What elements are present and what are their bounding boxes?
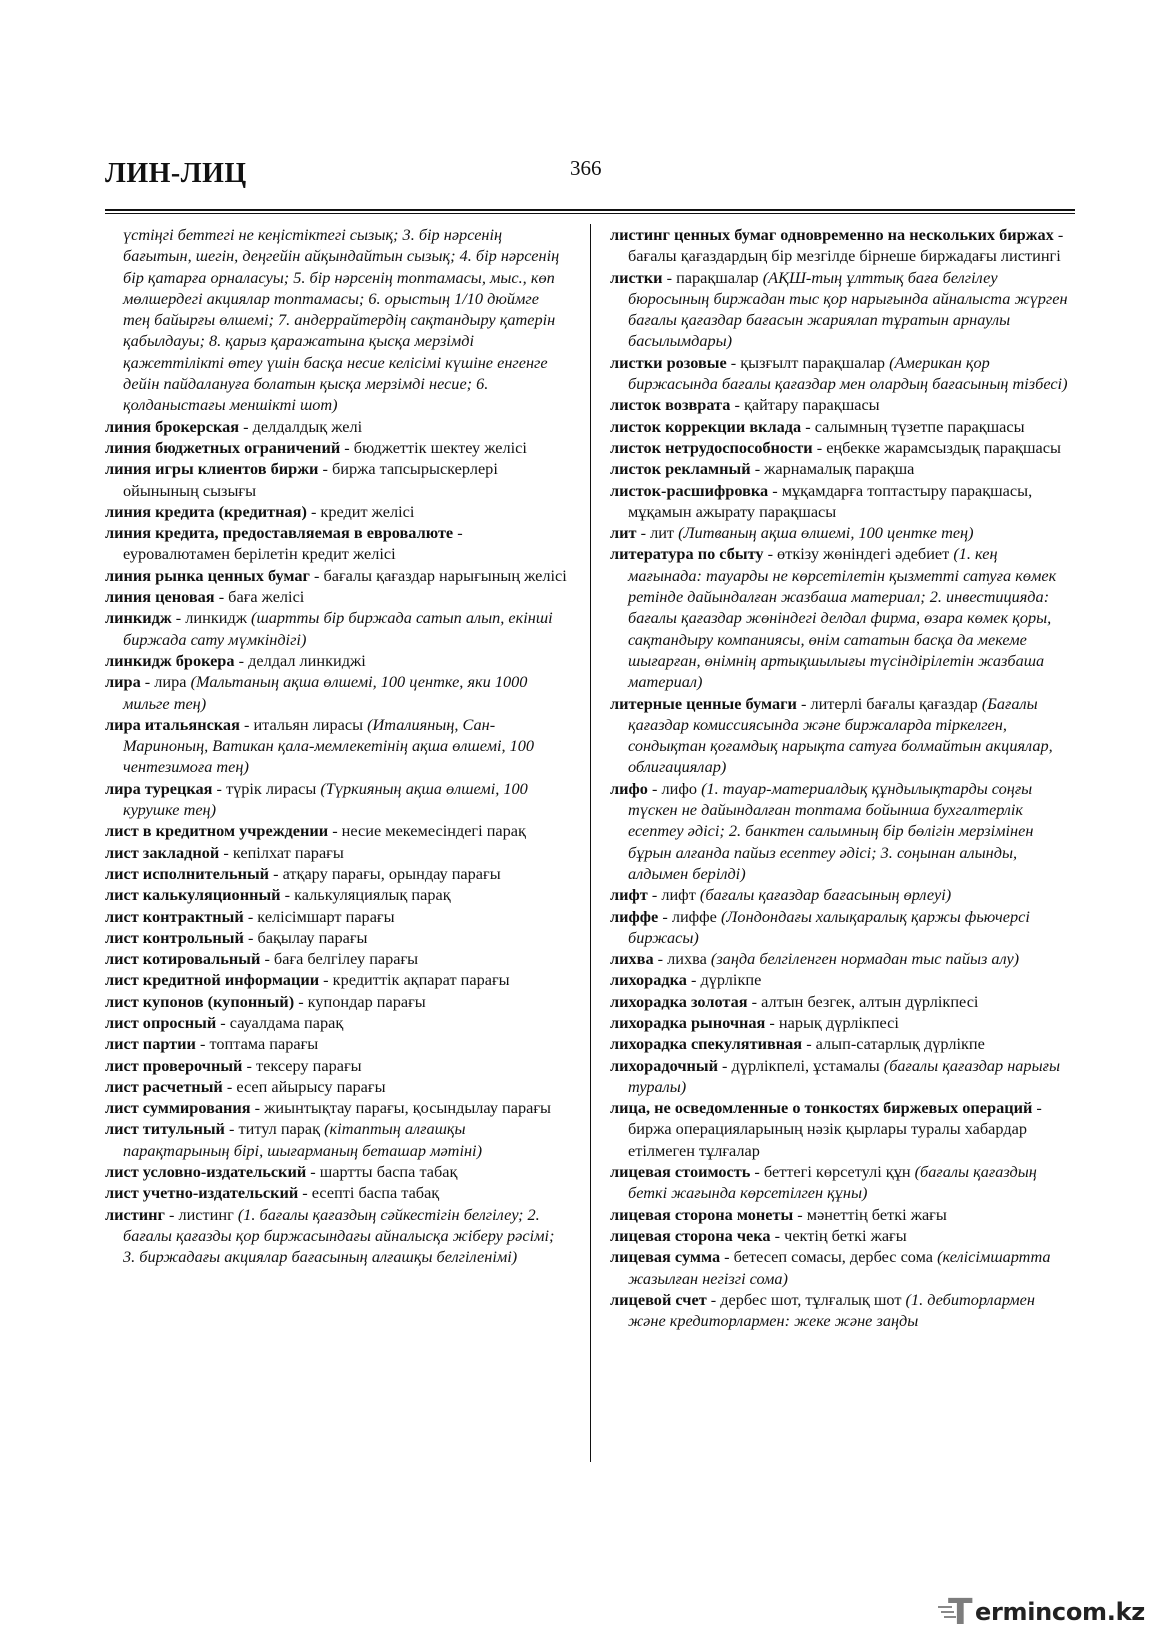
dictionary-entry: [105, 224, 567, 416]
entry-translation: - атқару парағы, орындау парағы: [269, 863, 501, 883]
dictionary-entry: [610, 543, 1072, 692]
entry-term: линия игры клиентов биржи: [105, 459, 319, 479]
entry-term: лист расчетный: [105, 1076, 223, 1096]
section-title: ЛИН-ЛИЦ: [105, 158, 247, 189]
dictionary-entry: [610, 1289, 1072, 1332]
entry-term: лира турецкая: [105, 778, 213, 798]
entry-term: лира: [105, 672, 141, 692]
dictionary-entry: [105, 863, 567, 884]
dictionary-entry: [610, 1012, 1072, 1033]
entry-translation: - биржа операцияларының нәзік қырлары туралы хабардар етілмеген тұлғалар: [628, 1098, 1042, 1160]
entry-translation: - жарнамалық парақша: [750, 459, 915, 479]
dictionary-entry: [610, 352, 1072, 395]
dictionary-entry: [105, 437, 567, 458]
dictionary-entry: [610, 884, 1072, 905]
dictionary-entry: [610, 394, 1072, 415]
entry-translation: - литерлі бағалы қағаздар: [796, 693, 982, 713]
dictionary-entry: [105, 820, 567, 841]
dictionary-entry: [105, 714, 567, 778]
entry-translation: - итальян лирасы: [239, 714, 368, 734]
entry-note: (бағалы қағаздың беткі жағында көрсетілген құны): [628, 1162, 1037, 1203]
dictionary-entry: [610, 969, 1072, 990]
entry-translation: - алып-сатарлық дүрлікпе: [802, 1034, 985, 1054]
dictionary-entry: [610, 1161, 1072, 1204]
entry-translation: - бақылау парағы: [243, 927, 368, 947]
entry-note: үстіңгі беттегі не кеңістіктегі сызық; 3. бір нәрсенің бағытын, шегін, деңгейін айқындайтын сызық; 4. бір нәрсенің бір қатарға орналасуы; 5. бір нәрсенің топтамасы, мыс., көп мөлшердегі акциялар топтамасы; 6. орыстың 1/10 дюймге тең байырғы өлшемі; 7. андеррайтердің сақтандыру қатерін қабылдауы; 8. қарыз қаражатына қысқа мерзімді қажеттілікті өтеу үшін басқа несие келісімі күшіне енгенге дейін пайдалануға болатын қысқа мерзімді несие; 6. қолданыстағы меншікті шот): [123, 225, 560, 415]
entry-term: лиффе: [610, 906, 659, 926]
dictionary-entry: [105, 416, 567, 437]
entry-term: лист купонов (купонный): [105, 991, 295, 1011]
entry-term: лихва: [610, 949, 654, 969]
entry-note: (1. бағалы қағаздың сәйкестігін белгілеу; 2. бағалы қағазды қор биржасындағы айналысқа жіберу рәсімі; 3. биржадағы акциялар бағасының алғашқы белгіленімі): [123, 1204, 555, 1267]
entry-term: лицевая сторона монеты: [610, 1204, 794, 1224]
entry-translation: - тексеру парағы: [242, 1055, 362, 1075]
dictionary-entry: [610, 522, 1072, 543]
entry-term: листок коррекции вклада: [610, 416, 802, 436]
logo-mark-icon: T: [948, 1592, 973, 1633]
entry-translation: - титул парақ: [224, 1119, 325, 1139]
dictionary-entry: [105, 650, 567, 671]
entry-term: линия брокерская: [105, 416, 240, 436]
page-number: 366: [570, 156, 602, 180]
entry-term: линия кредита (кредитная): [105, 501, 307, 521]
dictionary-entry: [105, 586, 567, 607]
entry-translation: - делдал линкиджі: [234, 650, 366, 670]
dictionary-entry: [105, 906, 567, 927]
entry-note: (1. дебиторлармен және кредиторлармен: жеке және заңды: [628, 1289, 1035, 1331]
entry-term: лист партии: [105, 1034, 196, 1054]
entry-note: (1. кең мағынада: тауарды не көрсетілетін қызметті сатуға көмек ретінде дайындалған жазбаша материал; 2. инвестицияда: бағалы қағаздар жөніндегі делдал фирма, өзара көмек қоры, сақтандыру компаниясы, өнім сататын басқа да мекеме шығарған, өнімнің артықшылығы түсіндірілетін жазбаша материал): [628, 544, 1057, 692]
entry-term: лихорадка золотая: [610, 991, 748, 1011]
dictionary-entry: [105, 1204, 567, 1268]
entry-translation: - бетесеп сомасы, дербес сома: [720, 1247, 938, 1267]
dictionary-entry: [105, 1033, 567, 1054]
column-divider: [590, 224, 591, 1462]
entry-note: (Италияның, Сан-Мариноның, Ватикан қала-мемлекетінің ақша өлшемі, 100 чентезимоға тең): [123, 714, 535, 777]
entry-note: (кітаптың алғашқы парақтарының бірі, шығарманың беташар мәтіні): [123, 1119, 482, 1160]
entry-translation: - келісімшарт парағы: [243, 906, 395, 926]
dictionary-entry: [610, 416, 1072, 437]
entry-translation: - еуровалютамен берілетін кредит желісі: [123, 523, 463, 564]
entry-term: листок нетрудоспособности: [610, 437, 813, 457]
entry-translation: - дүрлікпелі, ұстамалы: [717, 1055, 884, 1075]
dictionary-entry: [610, 693, 1072, 778]
entry-term: линия рынка ценных бумаг: [105, 565, 310, 585]
entry-term: лица, не осведомленные о тонкостях биржевых операций: [610, 1098, 1033, 1118]
entry-translation: - мұқамдарға топтастыру парақшасы, мұқамын ажырату парақшасы: [628, 480, 1033, 521]
entry-translation: - биржа тапсырыскерлері ойынының сызығы: [123, 459, 498, 500]
entry-translation: - жиынтықтау парағы, қосындылау парағы: [250, 1098, 551, 1118]
left-column: [105, 224, 567, 1268]
dictionary-entry: [105, 671, 567, 714]
entry-term: лицевая сумма: [610, 1247, 721, 1267]
entry-term: лист титульный: [105, 1119, 225, 1139]
entry-translation: - салымның түзетпе парақшасы: [801, 416, 1025, 436]
entry-note: (Түркияның ақша өлшемі, 100 курушке тең): [123, 778, 528, 820]
entry-translation: - листинг: [164, 1204, 238, 1224]
entry-term: листки: [610, 267, 663, 287]
entry-translation: - кредиттік ақпарат парағы: [319, 970, 510, 990]
entry-translation: - беттегі көрсетулі құн: [750, 1162, 915, 1182]
dictionary-entry: [610, 267, 1072, 352]
dictionary-entry: [105, 991, 567, 1012]
watermark-logo: [948, 1592, 1143, 1632]
dictionary-entry: [610, 1204, 1072, 1225]
entry-term: лихорадка: [610, 970, 687, 990]
dictionary-entry: [610, 778, 1072, 884]
entry-term: лист суммирования: [105, 1098, 251, 1118]
entry-term: листок-расшифровка: [610, 480, 769, 500]
entry-translation: - алтын безгек, алтын дүрлікпесі: [747, 991, 979, 1011]
entry-term: лист контрольный: [105, 927, 244, 947]
entry-term: листки розовые: [610, 352, 727, 372]
entry-translation: - дүрлікпе: [686, 970, 762, 990]
dictionary-entry: [105, 969, 567, 990]
entry-term: лист калькуляционный: [105, 885, 281, 905]
entry-translation: - бағалы қағаздардың бір мезгілде бірнеше биржадағы листингі: [628, 225, 1064, 266]
dictionary-entry: [105, 1055, 567, 1076]
dictionary-entry: [105, 1076, 567, 1097]
dictionary-entry: [610, 458, 1072, 479]
dictionary-entry: [105, 948, 567, 969]
entry-term: лихорадочный: [610, 1055, 718, 1075]
dictionary-entry: [610, 1055, 1072, 1098]
entry-translation: - шартты баспа табақ: [306, 1162, 458, 1182]
entry-term: лист исполнительный: [105, 863, 270, 883]
entry-translation: - түрік лирасы: [212, 778, 321, 798]
entry-translation: - есепті баспа табақ: [298, 1183, 440, 1203]
dictionary-entry: [105, 927, 567, 948]
entry-note: (Американ қор биржасында бағалы қағаздар мен олардың бағасының тізбесі): [628, 352, 1068, 394]
entry-term: лит: [610, 523, 637, 543]
entry-note: (Лондондағы халықаралық қаржы фьючерсі биржасы): [628, 906, 1030, 947]
entry-term: линия ценовая: [105, 587, 215, 607]
entry-term: листинг: [105, 1204, 165, 1224]
entry-term: листинг ценных бумаг одновременно на нескольких биржах: [610, 225, 1054, 244]
entry-translation: - лит: [636, 523, 679, 543]
entry-translation: - бағалы қағаздар нарығының желісі: [309, 565, 567, 585]
entry-term: лист котировальный: [105, 949, 261, 969]
entry-translation: - баға желісі: [214, 587, 305, 607]
dictionary-entry: [105, 778, 567, 821]
entry-translation: - кредит желісі: [306, 501, 415, 521]
entry-note: (заңда белгіленген нормадан тыс пайыз алу): [710, 949, 1020, 969]
entry-note: (АҚШ-тың ұлттық баға белгілеу бюросының биржадан тыс қор нарығында айналыста жүрген бағалы қағаздар бағасын жариялап тұратын арнаулы басылымдары): [628, 267, 1068, 351]
entry-term: лист проверочный: [105, 1055, 243, 1075]
page-header: [105, 150, 1075, 208]
entry-translation: - есеп айырысу парағы: [222, 1076, 386, 1096]
dictionary-entry: [105, 1182, 567, 1203]
dictionary-entry: [105, 565, 567, 586]
entry-translation: - лифт: [647, 885, 700, 905]
dictionary-entry: [610, 991, 1072, 1012]
dictionary-entry: [105, 458, 567, 501]
watermark-text: ermincom.kz: [975, 1598, 1145, 1626]
entry-term: лист кредитной информации: [105, 970, 320, 990]
entry-translation: - лира: [140, 672, 191, 692]
dictionary-entry: [610, 1246, 1072, 1289]
entry-term: лифо: [610, 778, 648, 798]
entry-term: лист контрактный: [105, 906, 244, 926]
entry-term: линкидж: [105, 608, 172, 628]
dictionary-entry: [105, 1097, 567, 1118]
entry-translation: - қайтару парақшасы: [730, 395, 880, 415]
entry-term: линкидж брокера: [105, 650, 235, 670]
dictionary-entry: [105, 1012, 567, 1033]
entry-note: (шартты бір биржада сатып алып, екінші биржада сату мүмкіндігі): [123, 608, 553, 649]
entry-term: лира итальянская: [105, 714, 240, 734]
entry-note: (бағалы қағаздар нарығы туралы): [628, 1055, 1060, 1096]
entry-term: лист условно-издательский: [105, 1162, 307, 1182]
entry-translation: - несие мекемесіндегі парақ: [328, 821, 526, 841]
entry-translation: - өткізу жөніндегі әдебиет: [763, 544, 954, 564]
dictionary-entry: [105, 842, 567, 863]
entry-term: литература по сбыту: [610, 544, 764, 564]
entry-term: линия бюджетных ограничений: [105, 437, 341, 457]
entry-translation: - еңбекке жарамсыздық парақшасы: [812, 437, 1061, 457]
entry-term: лихорадка спекулятивная: [610, 1034, 803, 1054]
entry-translation: - лиффе: [658, 906, 721, 926]
dictionary-entry: [105, 607, 567, 650]
entry-translation: - линкидж: [171, 608, 252, 628]
dictionary-entry: [610, 224, 1072, 267]
entry-term: лицевая стоимость: [610, 1162, 751, 1182]
entry-translation: - калькуляциялық парақ: [280, 885, 451, 905]
entry-translation: - бюджеттік шектеу желісі: [340, 437, 527, 457]
dictionary-entry: [610, 1097, 1072, 1161]
entry-term: лист учетно-издательский: [105, 1183, 299, 1203]
entry-note: (Мальтаның ақша өлшемі, 100 центке, яки 1000 мильге тең): [123, 672, 528, 713]
entry-note: (Бағалы қағаздар комиссиясында және биржаларда тіркелген, сондықтан қоғамдық нарықта сатуға болмайтын акциялар, облигациялар): [628, 693, 1053, 777]
dictionary-entry: [610, 948, 1072, 969]
entry-term: лист в кредитном учреждении: [105, 821, 329, 841]
entry-translation: - баға белгілеу парағы: [260, 949, 419, 969]
entry-translation: - чектің беткі жағы: [770, 1225, 907, 1245]
entry-translation: - кепілхат парағы: [219, 842, 344, 862]
dictionary-entry: [105, 522, 567, 565]
dictionary-entry: [105, 1161, 567, 1182]
entry-translation: - купондар парағы: [294, 991, 426, 1011]
entry-term: линия кредита, предоставляемая в евровалюте: [105, 523, 454, 543]
right-column: [610, 224, 1072, 1331]
entry-translation: - топтама парағы: [195, 1034, 319, 1054]
entry-term: листок возврата: [610, 395, 731, 415]
entry-translation: - лихва: [653, 949, 711, 969]
entry-translation: - қызғылт парақшалар: [726, 352, 890, 372]
entry-note: (бағалы қағаздар бағасының өрлеуі): [699, 885, 952, 905]
header-rule: [105, 209, 1075, 214]
dictionary-entry: [610, 906, 1072, 949]
entry-note: (Литваның ақша өлшемі, 100 центке тең): [678, 523, 974, 543]
dictionary-entry: [610, 1033, 1072, 1054]
entry-term: лист закладной: [105, 842, 220, 862]
dictionary-entry: [105, 884, 567, 905]
entry-term: лист опросный: [105, 1012, 217, 1032]
entry-term: литерные ценные бумаги: [610, 693, 797, 713]
entry-term: лицевая сторона чека: [610, 1225, 771, 1245]
entry-note: (1. тауар-материалдық құндылықтарды соңғы түскен не дайындалған топтама бойынша бухгалтерлік есептеу әдісі; 2. банктен салымның бір бөлігін мерзімінен бұрын алғанда пайыз есептеу әдісі; 3. соңынан алынды, алдымен берілді): [628, 778, 1034, 883]
entry-translation: - нарық дүрлікпесі: [765, 1012, 899, 1032]
entry-term: лихорадка рыночная: [610, 1012, 766, 1032]
entry-note: (келісімшартта жазылған негізгі сома): [628, 1247, 1051, 1288]
dictionary-entry: [105, 1118, 567, 1161]
entry-term: листок рекламный: [610, 459, 751, 479]
entry-translation: - дербес шот, тұлғалық шот: [706, 1289, 906, 1309]
entry-term: лифт: [610, 885, 648, 905]
entry-translation: - сауалдама парақ: [216, 1012, 344, 1032]
dictionary-entry: [610, 480, 1072, 523]
dictionary-entry: [610, 437, 1072, 458]
entry-translation: - лифо: [647, 778, 702, 798]
entry-translation: - парақшалар: [662, 267, 763, 287]
entry-translation: - мәнеттің беткі жағы: [793, 1204, 947, 1224]
entry-translation: - делдалдық желі: [239, 416, 363, 436]
entry-term: лицевой счет: [610, 1289, 707, 1309]
dictionary-entry: [610, 1225, 1072, 1246]
dictionary-entry: [105, 501, 567, 522]
